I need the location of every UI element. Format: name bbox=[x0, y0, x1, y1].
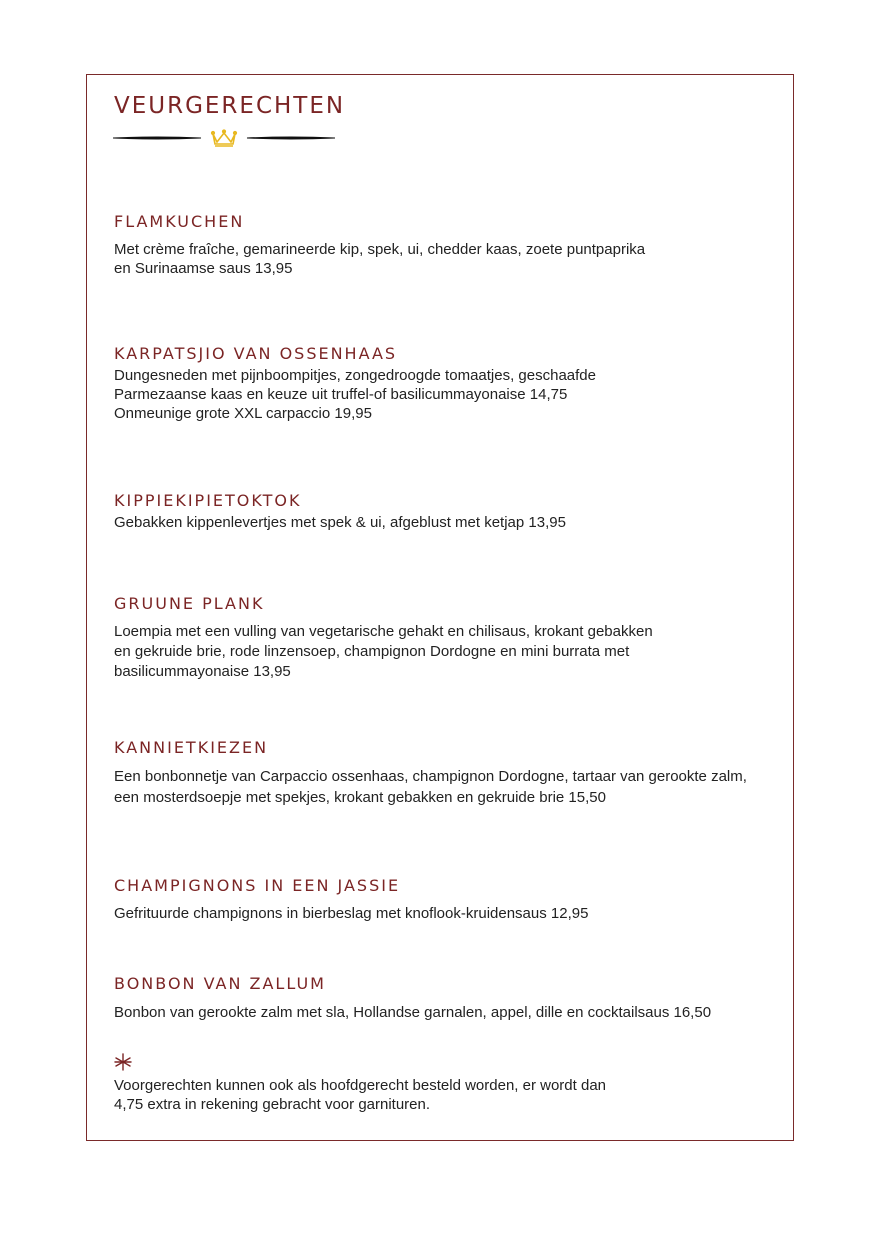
section-title: BONBON VAN ZALLUM bbox=[114, 974, 326, 993]
section-description: Dungesneden met pijnboompitjes, zongedroogde tomaatjes, geschaafde Parmezaanse kaas en keuze uit truffel-of basilicummayonaise 14,75 Onmeunige grote XXL carpaccio 19,95 bbox=[114, 367, 596, 422]
menu-section-karpatsjio bbox=[114, 344, 596, 423]
page-title: VEURGERECHTEN bbox=[114, 93, 346, 119]
section-title: KIPPIEKIPIETOKTOK bbox=[114, 491, 302, 510]
section-title: KARPATSJIO VAN OSSENHAAS bbox=[114, 344, 398, 363]
divider-line-left bbox=[113, 137, 201, 139]
section-description: Loempia met een vulling van vegetarische gehakt en chilisaus, krokant gebakken en gekruide brie, rode linzensoep, champignon Dordogne en mini burrata met basilicummayonaise 13,95 bbox=[114, 623, 653, 680]
section-title: CHAMPIGNONS IN EEN JASSIE bbox=[114, 876, 401, 895]
section-title: FLAMKUCHEN bbox=[114, 212, 245, 231]
crown-divider bbox=[113, 127, 335, 149]
menu-section-champignons bbox=[114, 876, 588, 923]
menu-section-gruune-plank bbox=[114, 594, 653, 682]
divider-line-right bbox=[247, 137, 335, 139]
menu-section-kannietkiezen bbox=[114, 738, 747, 808]
crown-icon bbox=[212, 130, 237, 146]
menu-section-bonbon-van-zallum bbox=[114, 974, 711, 1022]
footer-note: Voorgerechten kunnen ook als hoofdgerecht besteld worden, er wordt dan 4,75 extra in rekening gebracht voor garnituren. bbox=[114, 1077, 606, 1113]
section-description: Bonbon van gerookte zalm met sla, Hollandse garnalen, appel, dille en cocktailsaus 16,50 bbox=[114, 1004, 712, 1021]
menu-section-kippiekipietoktok bbox=[114, 491, 566, 532]
section-description: Gefrituurde champignons in bierbeslag met knoflook-kruidensaus 12,95 bbox=[114, 905, 589, 922]
section-title: GRUUNE PLANK bbox=[114, 594, 265, 613]
section-description: Met crème fraîche, gemarineerde kip, spek, ui, chedder kaas, zoete puntpaprika en Surinaamse saus 13,95 bbox=[114, 241, 646, 277]
section-description: Een bonbonnetje van Carpaccio ossenhaas, champignon Dordogne, tartaar van gerookte zalm, een mosterdsoepje met spekjes, krokant gebakken en gekruide brie 15,50 bbox=[114, 768, 747, 806]
menu-section-flamkuchen bbox=[114, 212, 645, 278]
section-description: Gebakken kippenlevertjes met spek & ui, afgeblust met ketjap 13,95 bbox=[114, 514, 566, 531]
section-title: KANNIETKIEZEN bbox=[114, 738, 269, 757]
asterisk-icon bbox=[114, 1053, 132, 1071]
